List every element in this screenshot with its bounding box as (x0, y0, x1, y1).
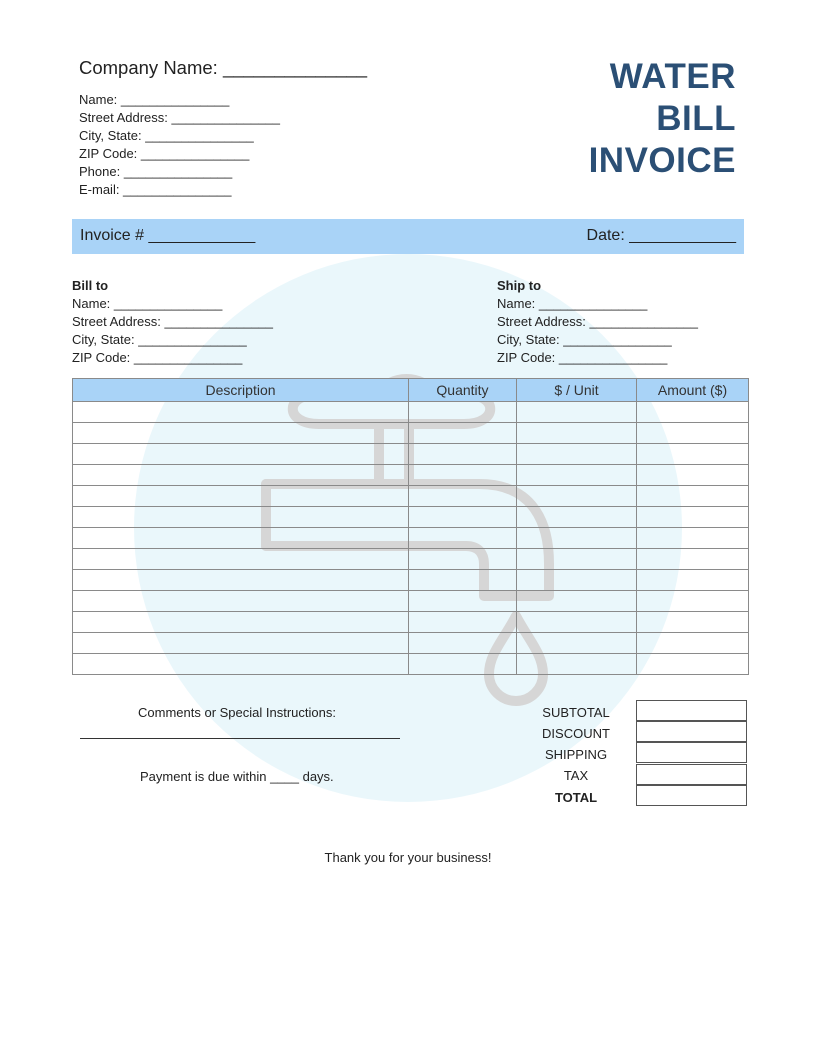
unit-price-cell[interactable] (517, 465, 637, 486)
bill-to-heading: Bill to (72, 278, 109, 293)
subtotal-field[interactable] (636, 700, 747, 721)
title-line-water: WATER (609, 57, 736, 96)
shipping-label: SHIPPING (544, 747, 608, 762)
table-row (73, 549, 749, 570)
amount-cell[interactable] (637, 654, 749, 675)
column-header-unit-price: $ / Unit (517, 379, 637, 402)
unit-price-cell[interactable] (517, 591, 637, 612)
line-items-table (72, 378, 749, 675)
ship-to-name-line: Name: _______________ (497, 296, 648, 311)
quantity-cell[interactable] (409, 402, 517, 423)
unit-price-cell[interactable] (517, 507, 637, 528)
description-cell[interactable] (73, 507, 409, 528)
description-cell[interactable] (73, 612, 409, 633)
amount-cell[interactable] (637, 528, 749, 549)
description-cell[interactable] (73, 423, 409, 444)
quantity-cell[interactable] (409, 465, 517, 486)
ship-to-zip-code-line: ZIP Code: _______________ (497, 350, 668, 365)
unit-price-cell[interactable] (517, 528, 637, 549)
column-header-quantity: Quantity (409, 379, 517, 402)
amount-cell[interactable] (637, 633, 749, 654)
discount-field[interactable] (636, 721, 747, 742)
title-line-bill: BILL (656, 99, 736, 138)
quantity-cell[interactable] (409, 507, 517, 528)
quantity-cell[interactable] (409, 570, 517, 591)
table-row (73, 633, 749, 654)
company-name-field: Company Name: ______________ (79, 57, 367, 78)
discount-label: DISCOUNT (542, 726, 610, 741)
description-cell[interactable] (73, 486, 409, 507)
thank-you-message: Thank you for your business! (324, 850, 492, 865)
unit-price-cell[interactable] (517, 612, 637, 633)
quantity-cell[interactable] (409, 633, 517, 654)
description-cell[interactable] (73, 528, 409, 549)
amount-cell[interactable] (637, 549, 749, 570)
quantity-cell[interactable] (409, 423, 517, 444)
amount-cell[interactable] (637, 444, 749, 465)
unit-price-cell[interactable] (517, 444, 637, 465)
amount-cell[interactable] (637, 465, 749, 486)
company-city-state-line: City, State: _______________ (79, 128, 254, 143)
company-zip-code-line: ZIP Code: _______________ (79, 146, 250, 161)
comments-input-line[interactable] (80, 738, 400, 739)
ship-to-street-address-line: Street Address: _______________ (497, 314, 698, 329)
invoice-number-field: Invoice # ____________ (80, 227, 256, 244)
table-row (73, 654, 749, 675)
description-cell[interactable] (73, 465, 409, 486)
table-body (73, 402, 749, 675)
invoice-number-date-bar (72, 219, 744, 254)
title-line-invoice: INVOICE (588, 141, 736, 180)
company-street-address-line: Street Address: _______________ (79, 110, 280, 125)
comments-label: Comments or Special Instructions: (138, 705, 336, 720)
unit-price-cell[interactable] (517, 570, 637, 591)
description-cell[interactable] (73, 654, 409, 675)
total-label: TOTAL (554, 790, 598, 805)
table-row (73, 486, 749, 507)
description-cell[interactable] (73, 549, 409, 570)
total-field[interactable] (636, 785, 747, 806)
amount-cell[interactable] (637, 402, 749, 423)
description-cell[interactable] (73, 402, 409, 423)
shipping-field[interactable] (636, 742, 747, 763)
company-phone-line: Phone: _______________ (79, 164, 233, 179)
amount-cell[interactable] (637, 423, 749, 444)
column-header-description: Description (73, 379, 409, 402)
amount-cell[interactable] (637, 591, 749, 612)
quantity-cell[interactable] (409, 528, 517, 549)
ship-to-heading: Ship to (497, 278, 542, 293)
quantity-cell[interactable] (409, 444, 517, 465)
amount-cell[interactable] (637, 507, 749, 528)
tax-label: TAX (563, 768, 589, 783)
description-cell[interactable] (73, 570, 409, 591)
quantity-cell[interactable] (409, 549, 517, 570)
table-row (73, 423, 749, 444)
table-row (73, 591, 749, 612)
description-cell[interactable] (73, 633, 409, 654)
bill-to-name-line: Name: _______________ (72, 296, 223, 311)
payment-terms: Payment is due within ____ days. (140, 769, 334, 784)
table-row (73, 444, 749, 465)
table-row (73, 612, 749, 633)
unit-price-cell[interactable] (517, 423, 637, 444)
bill-to-city-state-line: City, State: _______________ (72, 332, 247, 347)
company-name-line: Name: _______________ (79, 92, 230, 107)
company-email-line: E-mail: _______________ (79, 182, 232, 197)
quantity-cell[interactable] (409, 612, 517, 633)
column-header-amount: Amount ($) (637, 379, 749, 402)
invoice-title (589, 56, 736, 182)
table-row (73, 507, 749, 528)
description-cell[interactable] (73, 591, 409, 612)
amount-cell[interactable] (637, 486, 749, 507)
table-header-row (73, 379, 749, 402)
unit-price-cell[interactable] (517, 549, 637, 570)
amount-cell[interactable] (637, 570, 749, 591)
table-row (73, 570, 749, 591)
subtotal-label: SUBTOTAL (542, 705, 610, 720)
table-row (73, 402, 749, 423)
table-row (73, 465, 749, 486)
ship-to-city-state-line: City, State: _______________ (497, 332, 672, 347)
bill-to-zip-code-line: ZIP Code: _______________ (72, 350, 243, 365)
invoice-date-field: Date: ____________ (586, 227, 736, 244)
table-row (73, 528, 749, 549)
unit-price-cell[interactable] (517, 486, 637, 507)
tax-field[interactable] (636, 764, 747, 785)
amount-cell[interactable] (637, 612, 749, 633)
quantity-cell[interactable] (409, 654, 517, 675)
bill-to-street-address-line: Street Address: _______________ (72, 314, 273, 329)
quantity-cell[interactable] (409, 591, 517, 612)
quantity-cell[interactable] (409, 486, 517, 507)
unit-price-cell[interactable] (517, 402, 637, 423)
unit-price-cell[interactable] (517, 654, 637, 675)
unit-price-cell[interactable] (517, 633, 637, 654)
description-cell[interactable] (73, 444, 409, 465)
